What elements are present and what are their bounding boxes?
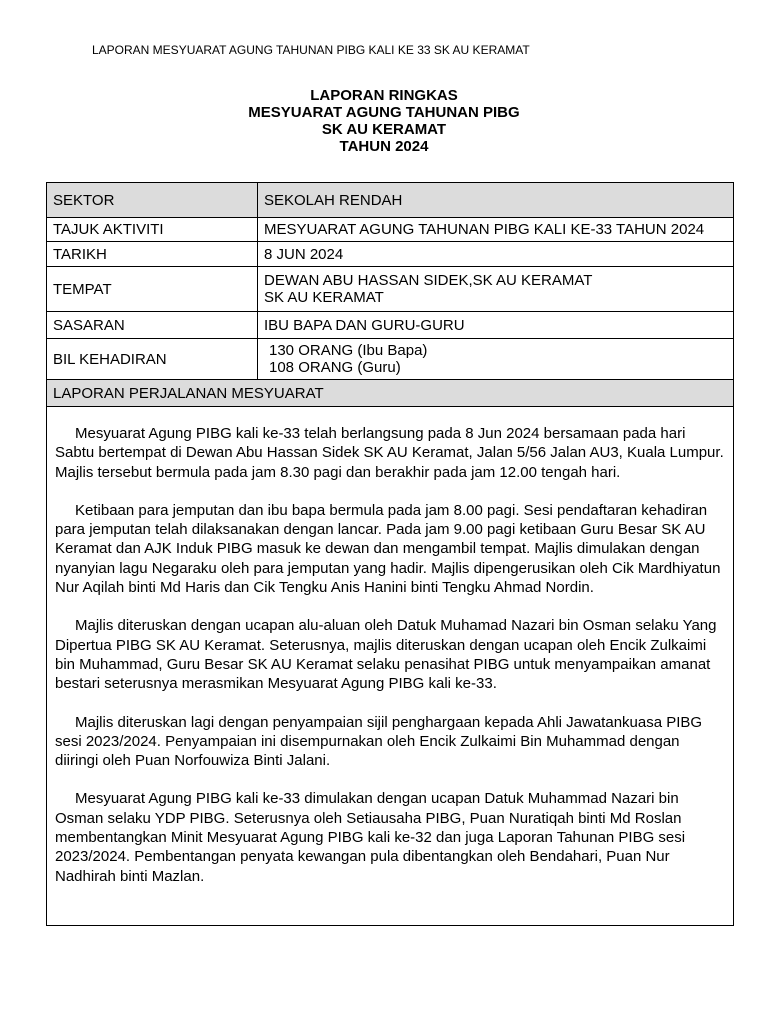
tajuk-value: MESYUARAT AGUNG TAHUNAN PIBG KALI KE-33 TAHUN 2024 (258, 218, 734, 242)
tarikh-label: TARIKH (47, 242, 258, 267)
title-line-3: SK AU KERAMAT (321, 121, 447, 138)
laporan-body (47, 407, 734, 926)
table-row-tempat (47, 267, 734, 312)
bil-kehadiran-value (258, 339, 734, 380)
bil-kehadiran-line-2: 108 ORANG (Guru) (269, 359, 401, 376)
table-row-sektor (47, 183, 734, 218)
table-row-tajuk (47, 218, 734, 242)
tempat-value-line-2: SK AU KERAMAT (264, 289, 384, 306)
sektor-value: SEKOLAH RENDAH (258, 183, 734, 218)
table-row-bil-kehadiran (47, 339, 734, 380)
tarikh-value: 8 JUN 2024 (258, 242, 734, 267)
sasaran-label: SASARAN (47, 312, 258, 339)
laporan-heading: LAPORAN PERJALANAN MESYUARAT (47, 380, 734, 407)
table-row-laporan-body (47, 407, 734, 926)
paragraph-4: Majlis diteruskan lagi dengan penyampaian sijil penghargaan kepada Ahli Jawatankuasa PIBG sesi 2023/2024. Penyampaian ini disempurnakan oleh Encik Zulkaimi Bin Muhammad dengan diiringi oleh Puan Norfouwiza Binti Jalani. (55, 713, 703, 770)
paragraph-1: Mesyuarat Agung PIBG kali ke-33 telah berlangsung pada 8 Jun 2024 bersamaan pada hari Sabtu bertempat di Dewan Abu Hassan Sidek SK AU Keramat, Jalan 5/56 Jalan AU3, Kuala Lumpur. Majlis tersebut bermula pada jam 8.30 pagi dan berakhir pada jam 12.00 tengah hari. (55, 425, 724, 481)
table-row-laporan-heading (47, 380, 734, 407)
report-table (46, 182, 734, 926)
title-line-2: MESYUARAT AGUNG TAHUNAN PIBG (248, 104, 520, 121)
tempat-label: TEMPAT (47, 267, 258, 312)
tajuk-label: TAJUK AKTIVITI (47, 218, 258, 242)
paragraph-5: Mesyuarat Agung PIBG kali ke-33 dimulakan dengan ucapan Datuk Muhammad Nazari bin Osman selaku YDP PIBG. Seterusnya oleh Setiausaha PIBG, Puan Nuratiqah binti Md Roslan membentangkan Minit Mesyuarat Agung PIBG kali ke-32 dan juga Laporan Tahunan PIBG sesi 2023/2024. Pembentangan penyata kewangan pula dibentangkan oleh Bendahari, Puan Nur Nadhirah binti Mazlan. (55, 790, 686, 885)
running-header: LAPORAN MESYUARAT AGUNG TAHUNAN PIBG KALI KE 33 SK AU KERAMAT (92, 43, 530, 57)
title-line-4: TAHUN 2024 (339, 138, 429, 155)
report-title (0, 87, 768, 155)
tempat-value-line-1: DEWAN ABU HASSAN SIDEK,SK AU KERAMAT (264, 272, 593, 289)
title-line-1: LAPORAN RINGKAS (310, 87, 458, 104)
tempat-value (258, 267, 734, 312)
paragraph-2: Ketibaan para jemputan dan ibu bapa bermula pada jam 8.00 pagi. Sesi pendaftaran kehadiran para jemputan telah dilaksanakan dengan lancar. Pada jam 9.00 pagi ketibaan Guru Besar SK AU Keramat dan AJK Induk PIBG masuk ke dewan dan mengambil tempat. Majlis dimulakan dengan nyanyian lagu Negaraku oleh para jemputan yang hadir. Majlis dipengerusikan oleh Cik Mardhiyatun Nur Aqilah binti Md Haris dan Cik Tengku Anis Hanini binti Tengku Ahmad Nordin. (55, 501, 721, 597)
sektor-label: SEKTOR (47, 183, 258, 218)
sasaran-value: IBU BAPA DAN GURU-GURU (258, 312, 734, 339)
table-row-sasaran (47, 312, 734, 339)
bil-kehadiran-line-1: 130 ORANG (Ibu Bapa) (269, 342, 428, 359)
bil-kehadiran-label: BIL KEHADIRAN (47, 339, 258, 380)
paragraph-3: Majlis diteruskan dengan ucapan alu-aluan oleh Datuk Muhamad Nazari bin Osman selaku Yang Dipertua PIBG SK AU Keramat. Seterusnya, majlis diteruskan dengan ucapan oleh Encik Zulkaimi bin Muhammad, Guru Besar SK AU Keramat selaku penasihat PIBG untuk menyampaikan amanat bestari seterusnya merasmikan Mesyuarat Agung PIBG kali ke-33. (55, 617, 717, 693)
table-row-tarikh (47, 242, 734, 267)
